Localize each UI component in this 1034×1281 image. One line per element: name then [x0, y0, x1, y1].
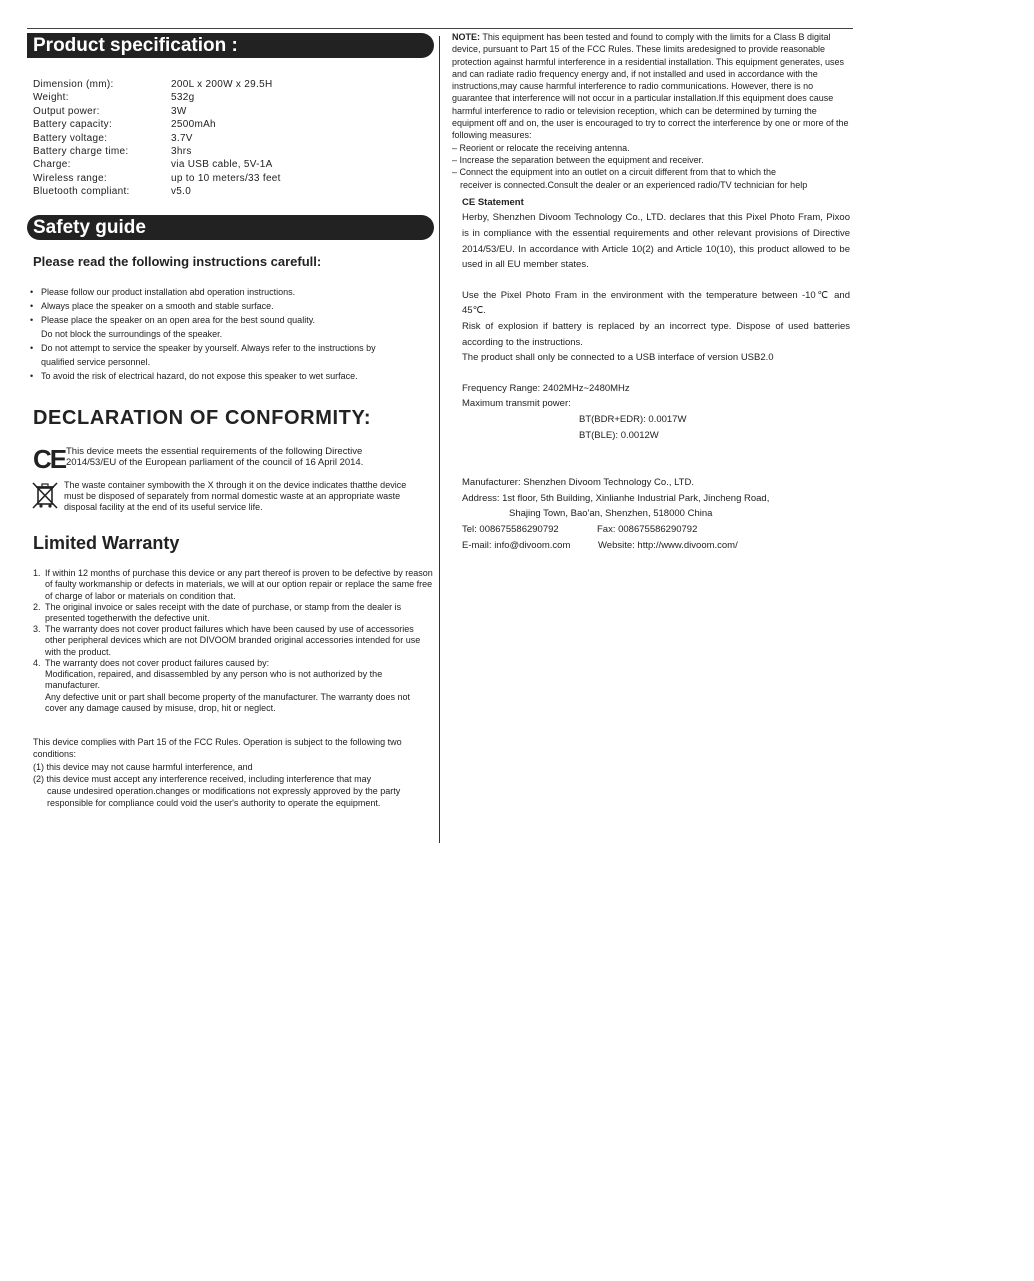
spec-value: 2500mAh	[171, 119, 216, 131]
ce-statement-title: CE Statement	[462, 196, 524, 208]
spec-label: Bluetooth compliant:	[33, 186, 130, 198]
list-item: • Do not attempt to service the speaker by yourself. Always refer to the instructions by	[28, 341, 434, 355]
spec-row	[33, 132, 434, 145]
website: Website: http://www.divoom.com/	[598, 539, 738, 551]
note-measure-continuation: receiver is connected.Consult the dealer or an experienced radio/TV technician for help	[460, 179, 808, 190]
safety-list	[28, 285, 434, 383]
list-item	[33, 602, 434, 624]
spec-label: Wireless range:	[33, 172, 107, 184]
list-item: • Please place the speaker on an open area for the best sound quality.	[28, 313, 434, 327]
spec-label: Battery voltage:	[33, 132, 108, 144]
ce-mark-icon: CE	[33, 443, 66, 474]
spec-label: Output power:	[33, 105, 100, 117]
spec-row	[33, 78, 434, 91]
spec-row	[33, 145, 434, 158]
warranty-list	[33, 568, 434, 714]
item-number: 4.	[33, 657, 41, 668]
product-spec-heading: Product specification :	[27, 33, 434, 58]
item-text: The warranty does not cover product failures which have been caused by use of accessories other peripheral devices which are not DIVOOM branded original accessories intended for use with the product.	[45, 624, 421, 657]
ce-paragraph: Herby, Shenzhen Divoom Technology Co., LTD. declares that this Pixel Photo Fram, Pixoo is in compliance with the essential requirements and other relevant provisions of Directive 2014/53/EU. In accordance with Article 10(2) and Article 10(10), this product allowed to be used in all EU member states.	[462, 212, 850, 271]
email: E-mail: info@divoom.com	[462, 539, 571, 551]
spacer	[462, 273, 850, 288]
spec-value: v5.0	[171, 186, 192, 198]
ce-text: This device meets the essential requirements of the following Directive 2014/53/EU of the European parliament of the council of 16 April 2014.	[66, 445, 364, 469]
note-measure: – Increase the separation between the equipment and receiver.	[452, 154, 704, 165]
safety-subheading: Please read the following instructions carefull:	[33, 253, 322, 269]
spec-row	[33, 158, 434, 171]
spec-value: 3W	[171, 105, 187, 117]
ce-row	[28, 443, 434, 474]
item-number: 3.	[33, 624, 41, 635]
phone-row	[462, 522, 850, 538]
item-text: The original invoice or sales receipt with the date of purchase, or stamp from the dealer is presented togetherwith the defective unit.	[45, 601, 402, 624]
spec-row	[33, 91, 434, 104]
note-measure: – Connect the equipment into an outlet on a circuit different from that to which the	[452, 167, 777, 178]
item-text: The warranty does not cover product failures caused by:	[45, 657, 270, 668]
column-divider	[439, 36, 440, 843]
fax: Fax: 008675586290792	[597, 523, 698, 535]
spec-row	[33, 172, 434, 185]
ce-paragraph: Use the Pixel Photo Fram in the environment with the temperature between -10℃ and 45℃.	[462, 289, 850, 317]
ce-statement	[462, 195, 850, 553]
right-column	[452, 31, 850, 553]
note-label: NOTE:	[452, 32, 480, 42]
list-item-continuation: qualified service personnel.	[41, 356, 151, 367]
frequency-range: Frequency Range: 2402MHz~2480MHz	[462, 382, 630, 394]
spec-value: 3hrs	[171, 146, 192, 158]
spec-value: 200L x 200W x 29.5H	[171, 79, 273, 90]
spec-label: Weight:	[33, 92, 69, 104]
left-column	[28, 33, 434, 810]
spec-table	[28, 78, 434, 199]
crossed-bin-icon	[31, 480, 64, 513]
fcc-condition: (1) this device may not cause harmful interference, and	[33, 761, 253, 772]
item-text: If within 12 months of purchase this device or any part thereof is proven to be defective by reason of faulty workmanship or defects in materials, we will at our option repair or replace the same free of charge of labor or materials on condition that.	[45, 568, 433, 601]
spec-row	[33, 185, 434, 198]
fcc-condition: (2) this device must accept any interference received, including interference that may	[33, 773, 372, 784]
note-text: This equipment has been tested and found to comply with the limits for a Class B digital device, pursuant to Part 15 of the FCC Rules. These limits aredesigned to provide reasonable protection against harmful interference in a residential installation. This equipment generates, uses and can radiate radio frequency energy and, if not installed and used in accordance with the instructions,may cause harmful interference to radio communications. However, there is no guarantee that interference will not occur in a particular installation.If this equipment does cause harmful interference to radio or television reception, which can be determined by turning the equipment off and on, the user is encouraged to try to correct the interference by one or more of the following measures:	[452, 32, 849, 141]
item-number: 2.	[33, 601, 41, 612]
list-item-continuation: Do not block the surroundings of the speaker.	[41, 328, 223, 339]
ce-paragraph: The product shall only be connected to a USB interface of version USB2.0	[462, 352, 774, 364]
fcc-note	[452, 31, 850, 191]
list-item: • Please follow our product installation abd operation instructions.	[28, 285, 434, 299]
power-value: BT(BDR+EDR): 0.0017W	[579, 413, 687, 425]
address: Address: 1st floor, 5th Building, Xinlianhe Industrial Park, Jincheng Road,	[462, 492, 770, 504]
list-item	[33, 658, 434, 669]
web-row	[462, 538, 850, 554]
declaration-heading: DECLARATION OF CONFORMITY:	[33, 406, 372, 429]
spec-value: 532g	[171, 92, 195, 104]
top-rule	[27, 28, 853, 29]
fcc-condition-continuation: cause undesired operation.changes or modifications not expressly approved by the party responsible for compliance could void the user's authority to operate the equipment.	[47, 786, 401, 809]
list-item	[33, 568, 434, 602]
power-value: BT(BLE): 0.0012W	[579, 429, 659, 441]
list-item	[33, 624, 434, 658]
weee-text: The waste container symbowith the X through it on the device indicates thatthe device must be disposed of separately from normal domestic waste at an appropriate waste disposal facility at the end of its useful service life.	[64, 479, 407, 513]
tel: Tel: 008675586290792	[462, 523, 559, 535]
note-measure: – Reorient or relocate the receiving antenna.	[452, 142, 630, 153]
list-item: • Always place the speaker on a smooth and stable surface.	[28, 299, 434, 313]
spec-label: Battery charge time:	[33, 146, 129, 158]
max-power-label: Maximum transmit power:	[462, 398, 571, 410]
spec-value: up to 10 meters/33 feet	[171, 172, 281, 184]
warranty-heading: Limited Warranty	[33, 533, 180, 554]
spec-row	[33, 118, 434, 131]
spec-label: Charge:	[33, 159, 71, 171]
fcc-intro: This device complies with Part 15 of the FCC Rules. Operation is subject to the following two conditions:	[33, 736, 402, 760]
manufacturer: Manufacturer: Shenzhen Divoom Technology Co., LTD.	[462, 477, 694, 489]
spec-row	[33, 105, 434, 118]
spec-value: via USB cable, 5V-1A	[171, 159, 273, 171]
list-item: • To avoid the risk of electrical hazard, do not expose this speaker to wet surface.	[28, 369, 434, 383]
warranty-extra: Modification, repaired, and disassembled by any person who is not authorized by the manufacturer.	[45, 669, 383, 691]
ce-paragraph: Risk of explosion if battery is replaced by an incorrect type. Dispose of used batteries according to the instructions.	[462, 321, 850, 348]
weee-row	[28, 480, 434, 514]
spec-label: Battery capacity:	[33, 119, 113, 131]
address-continuation: Shajing Town, Bao'an, Shenzhen, 518000 China	[509, 508, 713, 520]
warranty-extra: Any defective unit or part shall become property of the manufacturer. The warranty does not cover any damage caused by misuse, drop, hit or neglect.	[45, 691, 411, 713]
spec-label: Dimension (mm):	[33, 79, 114, 90]
spec-value: 3.7V	[171, 132, 193, 144]
spacer	[462, 366, 850, 381]
safety-guide-heading: Safety guide	[27, 215, 434, 240]
fcc-statement	[33, 736, 434, 810]
item-number: 1.	[33, 568, 41, 579]
